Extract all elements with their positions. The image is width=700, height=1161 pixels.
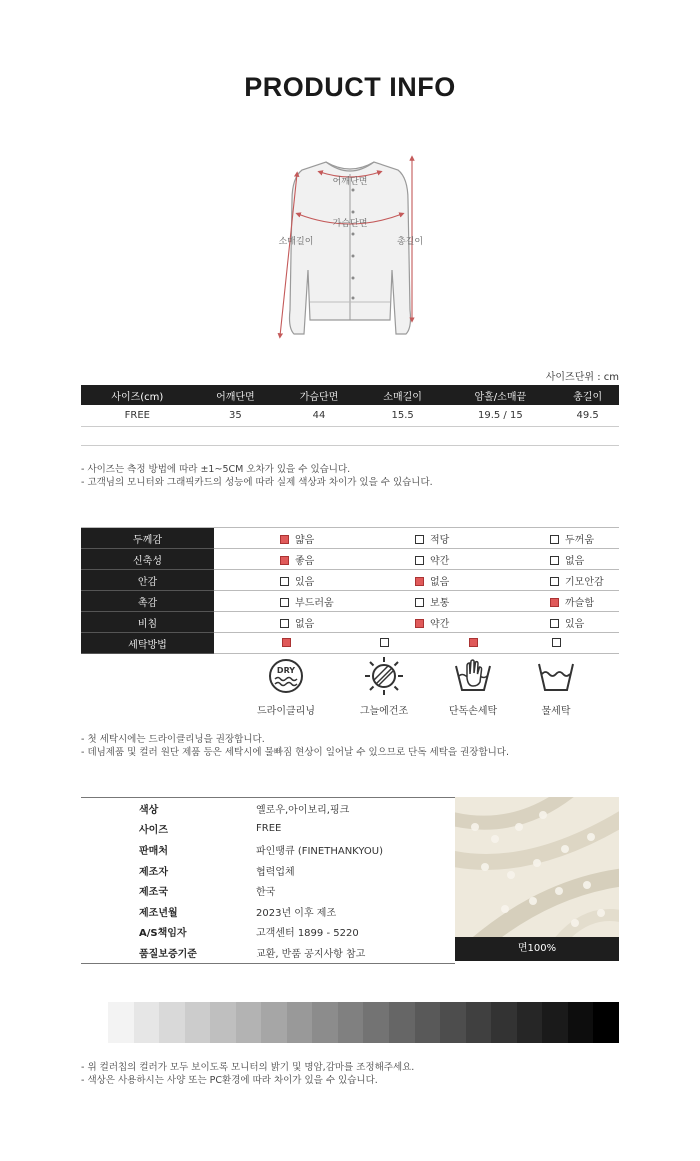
feature-label: 신축성	[81, 549, 214, 570]
gray-chip	[415, 1002, 441, 1043]
feature-option	[214, 591, 349, 612]
checkbox	[550, 577, 559, 586]
feature-option	[349, 591, 484, 612]
gray-chip	[108, 1002, 134, 1043]
size-cell: FREE	[81, 405, 194, 426]
gray-chip	[159, 1002, 185, 1043]
list-item	[81, 798, 455, 819]
list-item	[81, 860, 455, 881]
checkbox	[280, 598, 289, 607]
length-label: 총길이	[396, 237, 424, 247]
shade-dry-icon	[364, 656, 404, 696]
feature-option	[484, 549, 619, 570]
info-key: 판매처	[139, 845, 168, 857]
feature-option	[484, 612, 619, 633]
size-header-cell: 총길이	[556, 385, 619, 405]
size-unit: 사이즈단위 : cm	[545, 372, 619, 383]
list-item	[81, 839, 455, 860]
wash-label: 세탁방법	[81, 633, 214, 654]
gray-chip	[440, 1002, 466, 1043]
note-line: - 고객님의 모니터와 그래픽카드의 성능에 따라 실제 색상과 차이가 있을 수 있습니다.	[81, 477, 433, 488]
feature-option	[214, 570, 349, 591]
checkbox	[469, 638, 478, 647]
page-title: PRODUCT INFO	[244, 72, 456, 102]
checkbox	[552, 638, 561, 647]
feature-row	[81, 591, 619, 612]
size-cell: 15.5	[361, 405, 445, 426]
size-header-cell: 어깨단면	[194, 385, 278, 405]
feature-option	[349, 570, 484, 591]
note-line: - 사이즈는 측정 방법에 따라 ±1~5CM 오차가 있을 수 있습니다.	[81, 464, 351, 475]
wash-row	[81, 633, 619, 654]
checkbox	[415, 577, 424, 586]
info-value: 파인땡큐 (FINETHANKYOU)	[256, 845, 384, 857]
option-label: 기모안감	[565, 576, 604, 588]
info-value: 교환, 반품 공지사항 참고	[256, 948, 366, 960]
checkbox	[550, 598, 559, 607]
size-header-cell: 가슴단면	[277, 385, 361, 405]
wash-text: 드라이클리닝	[257, 706, 315, 717]
table-row	[81, 405, 619, 426]
feature-label: 두께감	[81, 528, 214, 549]
feature-label: 촉감	[81, 591, 214, 612]
size-cell: 44	[277, 405, 361, 426]
option-label: 약간	[430, 555, 450, 567]
checkbox	[280, 556, 289, 565]
feature-label: 비침	[81, 612, 214, 633]
note-line: - 첫 세탁시에는 드라이클리닝을 권장합니다.	[81, 734, 265, 745]
option-label: 있음	[565, 618, 585, 630]
info-value: 협력업체	[256, 866, 295, 878]
option-label: 두꺼움	[565, 534, 594, 546]
fabric-swatch-image	[455, 797, 619, 937]
checkbox	[280, 577, 289, 586]
feature-option	[349, 528, 484, 549]
size-cell: 35	[194, 405, 278, 426]
gray-chip	[568, 1002, 594, 1043]
gray-chip	[287, 1002, 313, 1043]
gray-chip	[261, 1002, 287, 1043]
list-item	[81, 922, 455, 943]
color-notes	[81, 1061, 414, 1087]
gray-chip	[466, 1002, 492, 1043]
feature-table	[81, 527, 619, 717]
gray-chip	[542, 1002, 568, 1043]
list-item	[81, 901, 455, 922]
feature-option	[349, 549, 484, 570]
gray-chip	[185, 1002, 211, 1043]
chest-label: 가슴단면	[332, 219, 368, 229]
gray-chip	[312, 1002, 338, 1043]
checkbox	[282, 638, 291, 647]
grayscale-color-chip	[108, 1002, 619, 1043]
feature-option	[214, 528, 349, 549]
checkbox	[550, 535, 559, 544]
info-value: 2023년 이후 제조	[256, 907, 337, 919]
size-table	[81, 385, 619, 427]
option-label: 보통	[430, 597, 450, 609]
option-label: 부드러움	[295, 597, 334, 609]
feature-row	[81, 528, 619, 549]
table-empty-row	[81, 426, 619, 446]
wash-text: 그늘에건조	[359, 706, 409, 717]
size-diagram	[270, 150, 430, 340]
checkbox	[415, 535, 424, 544]
feature-option	[349, 612, 484, 633]
shoulder-label: 어깨단면	[332, 177, 368, 187]
gray-chip	[593, 1002, 619, 1043]
cardigan-illustration	[270, 150, 430, 340]
wash-notes	[81, 733, 509, 759]
sleeve-label: 소매길이	[278, 237, 314, 247]
option-label: 약간	[430, 618, 450, 630]
info-key: 제조년월	[139, 907, 178, 919]
checkbox	[415, 619, 424, 628]
list-item	[81, 819, 455, 840]
feature-row	[81, 570, 619, 591]
feature-option	[484, 591, 619, 612]
option-label: 없음	[565, 555, 585, 567]
option-label: 없음	[430, 576, 450, 588]
wash-water	[506, 638, 606, 717]
checkbox	[550, 619, 559, 628]
note-line: - 데님제품 및 컬러 원단 제품 등은 세탁시에 물빠짐 현상이 일어날 수 있으므로 단독 세탁을 권장합니다.	[81, 747, 510, 758]
dry-clean-icon	[266, 656, 306, 696]
info-value: 고객센터 1899 - 5220	[256, 928, 359, 940]
size-header-cell: 소매길이	[361, 385, 445, 405]
dry-text: DRY	[276, 666, 296, 675]
size-cell: 49.5	[556, 405, 619, 426]
wash-text: 단독손세탁	[448, 706, 498, 717]
gray-chip	[210, 1002, 236, 1043]
feature-row	[81, 549, 619, 570]
info-key: 사이즈	[139, 825, 168, 837]
note-line: - 색상은 사용하시는 사양 또는 PC환경에 따라 차이가 있을 수 있습니다.	[81, 1075, 378, 1086]
info-key: A/S책임자	[139, 928, 187, 940]
gray-chip	[363, 1002, 389, 1043]
wash-shade-dry	[334, 638, 434, 717]
list-item	[81, 880, 455, 901]
option-label: 좋음	[295, 555, 315, 567]
info-value: 옐로우,아이보리,핑크	[256, 804, 350, 816]
feature-option	[214, 549, 349, 570]
product-info-list	[81, 797, 455, 964]
gray-chip	[338, 1002, 364, 1043]
gray-chip	[389, 1002, 415, 1043]
checkbox	[550, 556, 559, 565]
feature-option	[484, 570, 619, 591]
info-key: 색상	[139, 804, 159, 816]
info-value: FREE	[256, 823, 282, 835]
option-label: 있음	[295, 576, 315, 588]
info-key: 품질보증기준	[139, 948, 197, 960]
size-header-cell: 암홀/소매끝	[444, 385, 556, 405]
feature-label: 안감	[81, 570, 214, 591]
feature-option	[214, 612, 349, 633]
checkbox	[415, 556, 424, 565]
gray-chip	[491, 1002, 517, 1043]
wash-text: 물세탁	[541, 706, 571, 717]
size-notes	[81, 463, 433, 489]
option-label: 얇음	[295, 534, 315, 546]
wash-dry-clean	[236, 638, 336, 717]
hand-wash-icon	[453, 656, 493, 696]
size-header-cell: 사이즈(cm)	[81, 385, 194, 405]
wash-methods	[214, 633, 619, 717]
info-key: 제조자	[139, 866, 168, 878]
gray-chip	[236, 1002, 262, 1043]
checkbox	[415, 598, 424, 607]
gray-chip	[134, 1002, 160, 1043]
info-key: 제조국	[139, 887, 168, 899]
checkbox	[380, 638, 389, 647]
option-label: 까슬함	[565, 597, 594, 609]
checkbox	[280, 535, 289, 544]
list-item	[81, 942, 455, 963]
info-value: 한국	[256, 887, 276, 899]
fabric-label: 면100%	[455, 937, 619, 961]
size-cell: 19.5 / 15	[444, 405, 556, 426]
gray-chip	[517, 1002, 543, 1043]
checkbox	[280, 619, 289, 628]
option-label: 없음	[295, 618, 315, 630]
water-wash-icon	[536, 656, 576, 696]
feature-option	[484, 528, 619, 549]
feature-row	[81, 612, 619, 633]
note-line: - 위 컬러칩의 컬러가 모두 보이도록 모니터의 밝기 및 명암,감마를 조정해주세요.	[81, 1062, 415, 1073]
option-label: 적당	[430, 534, 450, 546]
knit-texture	[455, 797, 619, 937]
size-table-header	[81, 385, 619, 405]
